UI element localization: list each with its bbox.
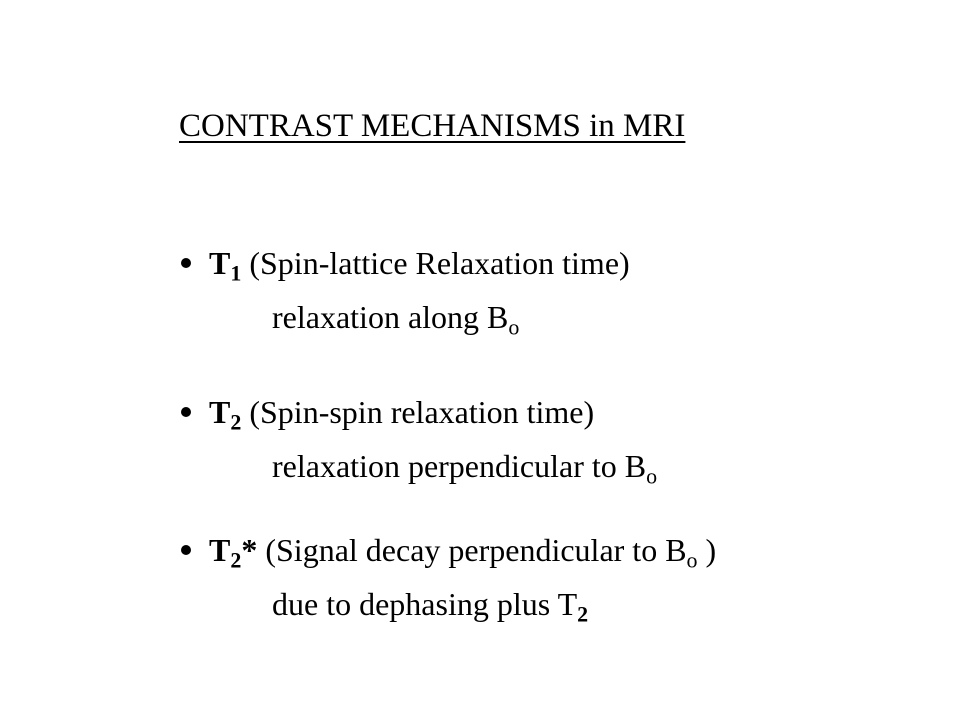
bullet-dot [181, 407, 191, 417]
symbol: T [209, 532, 231, 568]
symbol-subscript: 1 [230, 260, 242, 286]
symbol: T [209, 245, 231, 281]
bullet-heading-t2 [209, 392, 595, 435]
detail-text: due to dephasing plus T [272, 586, 578, 622]
detail-subscript: o [646, 463, 658, 489]
bullet-dot [181, 545, 191, 555]
symbol-subscript: 2 [230, 547, 242, 573]
bullet-detail-t2-star [272, 584, 589, 627]
bullet-dot [181, 258, 191, 268]
bullet-heading-t1 [209, 243, 630, 286]
heading-text: (Signal decay perpendicular to B [265, 532, 687, 568]
detail-subscript: 2 [577, 601, 589, 627]
heading-text: (Spin-lattice Relaxation time) [249, 245, 630, 281]
detail-text: relaxation perpendicular to B [272, 448, 647, 484]
bullet-detail-t1 [272, 297, 520, 340]
symbol: T [209, 394, 231, 430]
heading-close: ) [705, 532, 717, 568]
heading-text: (Spin-spin relaxation time) [249, 394, 595, 430]
bullet-heading-t2-star [209, 530, 717, 573]
detail-subscript: o [508, 314, 520, 340]
heading-subscript: o [686, 547, 698, 573]
symbol-subscript: 2 [230, 409, 242, 435]
symbol-suffix: * [241, 532, 258, 568]
bullet-detail-t2 [272, 446, 658, 489]
slide-title: CONTRAST MECHANISMS in MRI [179, 108, 686, 144]
detail-text: relaxation along B [272, 299, 509, 335]
